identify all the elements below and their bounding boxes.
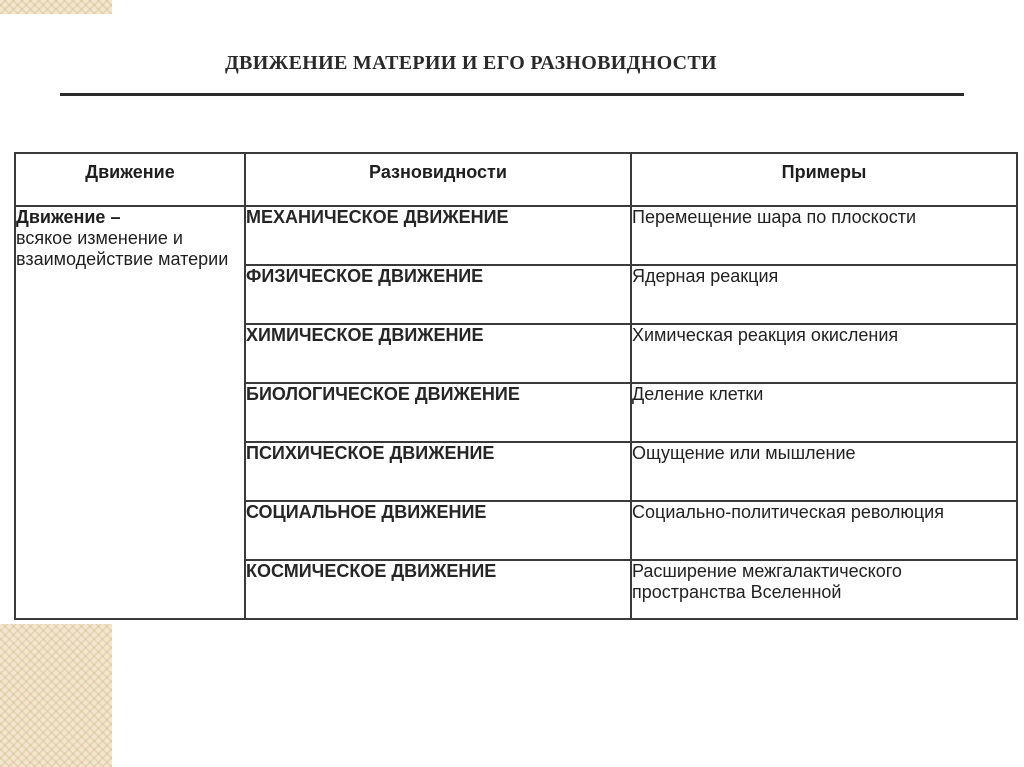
example-cell: Расширение межгалактического пространства Вселенной xyxy=(631,560,1017,619)
variety-cell: БИОЛОГИЧЕСКОЕ ДВИЖЕНИЕ xyxy=(245,383,631,442)
motion-table xyxy=(14,152,1018,620)
decorative-corner-top xyxy=(0,0,112,14)
example-cell: Химическая реакция окисления xyxy=(631,324,1017,383)
example-cell: Ядерная реакция xyxy=(631,265,1017,324)
variety-cell: ФИЗИЧЕСКОЕ ДВИЖЕНИЕ xyxy=(245,265,631,324)
header-varieties: Разновидности xyxy=(245,153,631,206)
definition-term: Движение – xyxy=(16,207,121,227)
variety-cell: СОЦИАЛЬНОЕ ДВИЖЕНИЕ xyxy=(245,501,631,560)
title-underline xyxy=(60,93,964,96)
variety-cell: МЕХАНИЧЕСКОЕ ДВИЖЕНИЕ xyxy=(245,206,631,265)
example-cell: Социально-политическая революция xyxy=(631,501,1017,560)
decorative-corner-bottom xyxy=(0,624,112,767)
definition-cell xyxy=(15,206,245,619)
page-title: ДВИЖЕНИЕ МАТЕРИИ И ЕГО РАЗНОВИДНОСТИ xyxy=(225,52,717,74)
table-row xyxy=(15,206,1017,265)
example-cell: Деление клетки xyxy=(631,383,1017,442)
example-cell: Перемещение шара по плоскости xyxy=(631,206,1017,265)
example-cell: Ощущение или мышление xyxy=(631,442,1017,501)
header-examples: Примеры xyxy=(631,153,1017,206)
variety-cell: ПСИХИЧЕСКОЕ ДВИЖЕНИЕ xyxy=(245,442,631,501)
table-header-row xyxy=(15,153,1017,206)
header-motion: Движение xyxy=(15,153,245,206)
variety-cell: КОСМИЧЕСКОЕ ДВИЖЕНИЕ xyxy=(245,560,631,619)
definition-text: всякое изменение и взаимодействие материи xyxy=(16,228,229,269)
variety-cell: ХИМИЧЕСКОЕ ДВИЖЕНИЕ xyxy=(245,324,631,383)
